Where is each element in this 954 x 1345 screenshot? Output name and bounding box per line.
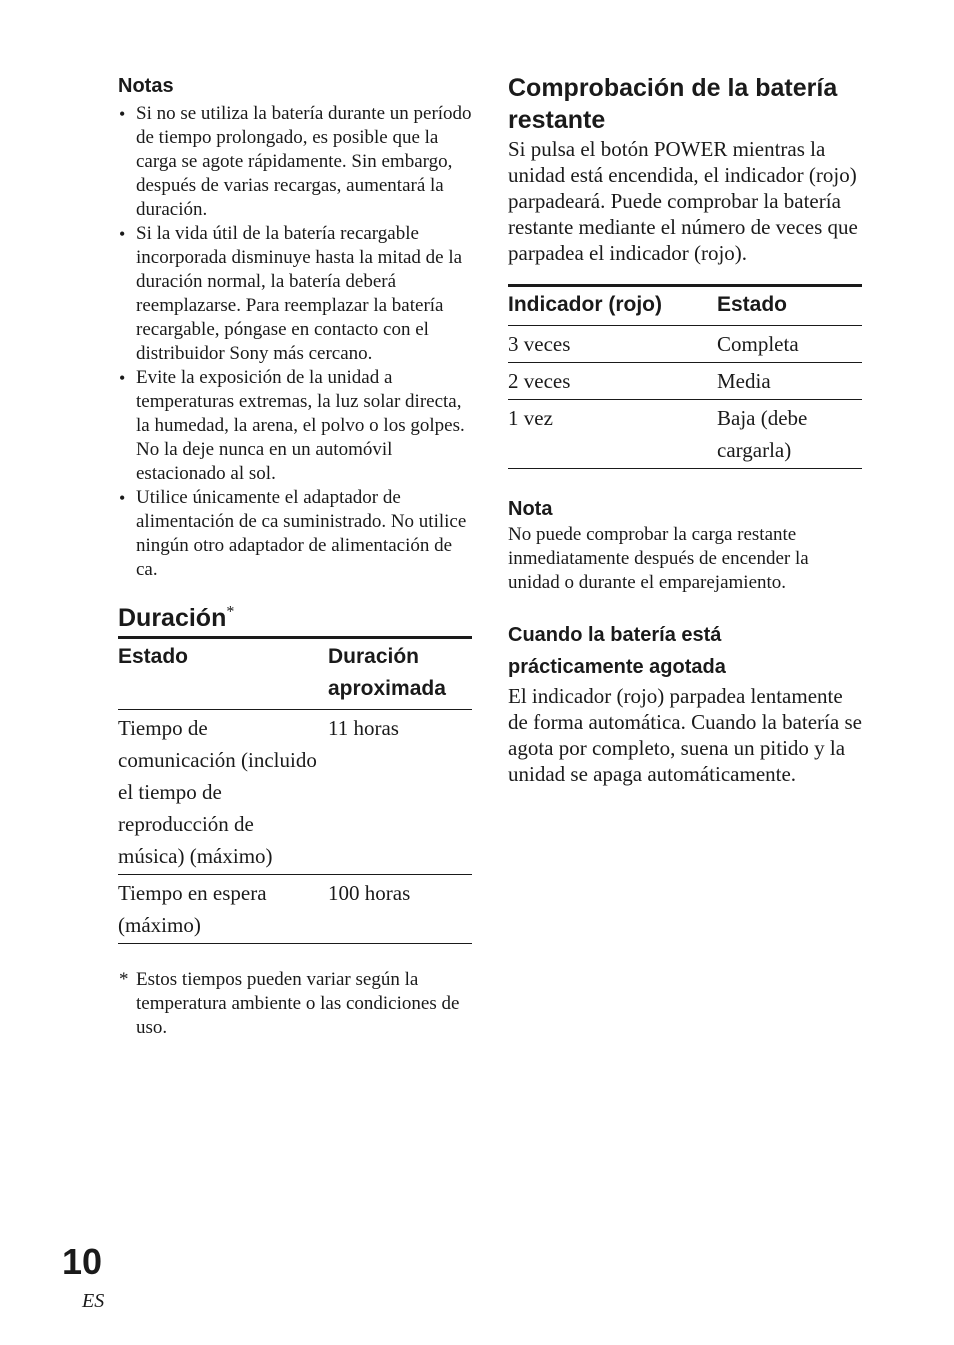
table-cell: Tiempo de comunicación (incluido el tiempo de reproducción de música) (máximo): [118, 710, 328, 875]
table-header-row: [508, 286, 862, 326]
duracion-table: [118, 636, 472, 944]
column-header-estado: Estado: [118, 638, 328, 710]
notes-item: • Si la vida útil de la batería recargable incorporada disminuye hasta la mitad de la duración normal, la batería deberá reemplazarse. Para reemplazar la batería recargable, póngase en contacto con el distribuidor Sony más cercano.: [118, 222, 472, 366]
column-header-duracion: Duración aproximada: [328, 638, 472, 710]
table-row: [118, 710, 472, 875]
table-row: [508, 326, 862, 363]
footnote-mark: *: [119, 969, 129, 990]
notes-item: • Utilice únicamente el adaptador de alimentación de ca suministrado. No utilice ningún otro adaptador de alimentación de ca.: [118, 486, 472, 582]
right-column: [508, 72, 862, 787]
table-cell: Tiempo en espera (máximo): [118, 875, 328, 944]
notes-heading: Notas: [118, 75, 174, 97]
table-cell: 2 veces: [508, 363, 717, 400]
table-cell: 11 horas: [328, 710, 472, 875]
agotada-heading: Cuando la batería está prácticamente agotada: [508, 624, 726, 678]
notes-item: • Si no se utiliza la batería durante un período de tiempo prolongado, es posible que la carga se agote rápidamente. Sin embargo, después de varias recargas, aumentará la duración.: [118, 102, 472, 222]
agotada-text: El indicador (rojo) parpadea lentamente de forma automática. Cuando la batería se agota por completo, suena un pitido y la unidad se apaga automáticamente.: [508, 684, 862, 786]
duracion-title: [118, 602, 472, 634]
table-header-row: [118, 638, 472, 710]
table-cell: Baja (debe cargarla): [717, 400, 862, 469]
table-row: [118, 875, 472, 944]
page-language: ES: [82, 1290, 105, 1312]
table-cell: 3 veces: [508, 326, 717, 363]
footnote-text: Estos tiempos pueden variar según la temperatura ambiente o las condiciones de uso.: [136, 969, 460, 1038]
duracion-title-mark: *: [226, 603, 235, 621]
duracion-footnote: [118, 968, 472, 1040]
notes-item: • Evite la exposición de la unidad a temperaturas extremas, la luz solar directa, la humedad, la arena, el polvo o los golpes. No la deje nunca en un automóvil estacionado al sol.: [118, 366, 472, 486]
column-header-estado: Estado: [717, 286, 862, 326]
indicador-table: [508, 284, 862, 469]
table-cell: 100 horas: [328, 875, 472, 944]
table-row: [508, 363, 862, 400]
table-cell: Media: [717, 363, 862, 400]
left-column: [118, 72, 472, 1040]
table-cell: Completa: [717, 326, 862, 363]
duracion-title-text: Duración: [118, 604, 227, 632]
notes-list: [118, 102, 472, 582]
column-header-indicador: Indicador (rojo): [508, 286, 717, 326]
nota-text: No puede comprobar la carga restante inmediatamente después de encender la unidad o durante el emparejamiento.: [508, 524, 809, 593]
table-row: [508, 400, 862, 469]
nota-heading: Nota: [508, 498, 553, 520]
table-cell: 1 vez: [508, 400, 717, 469]
comprobacion-body: Si pulsa el botón POWER mientras la unidad está encendida, el indicador (rojo) parpadeará. Puede comprobar la batería restante mediante el número de veces que parpadea el indicador (rojo).: [508, 137, 858, 265]
page-number: 10: [62, 1241, 103, 1282]
comprobacion-title: Comprobación de la batería restante: [508, 74, 838, 134]
